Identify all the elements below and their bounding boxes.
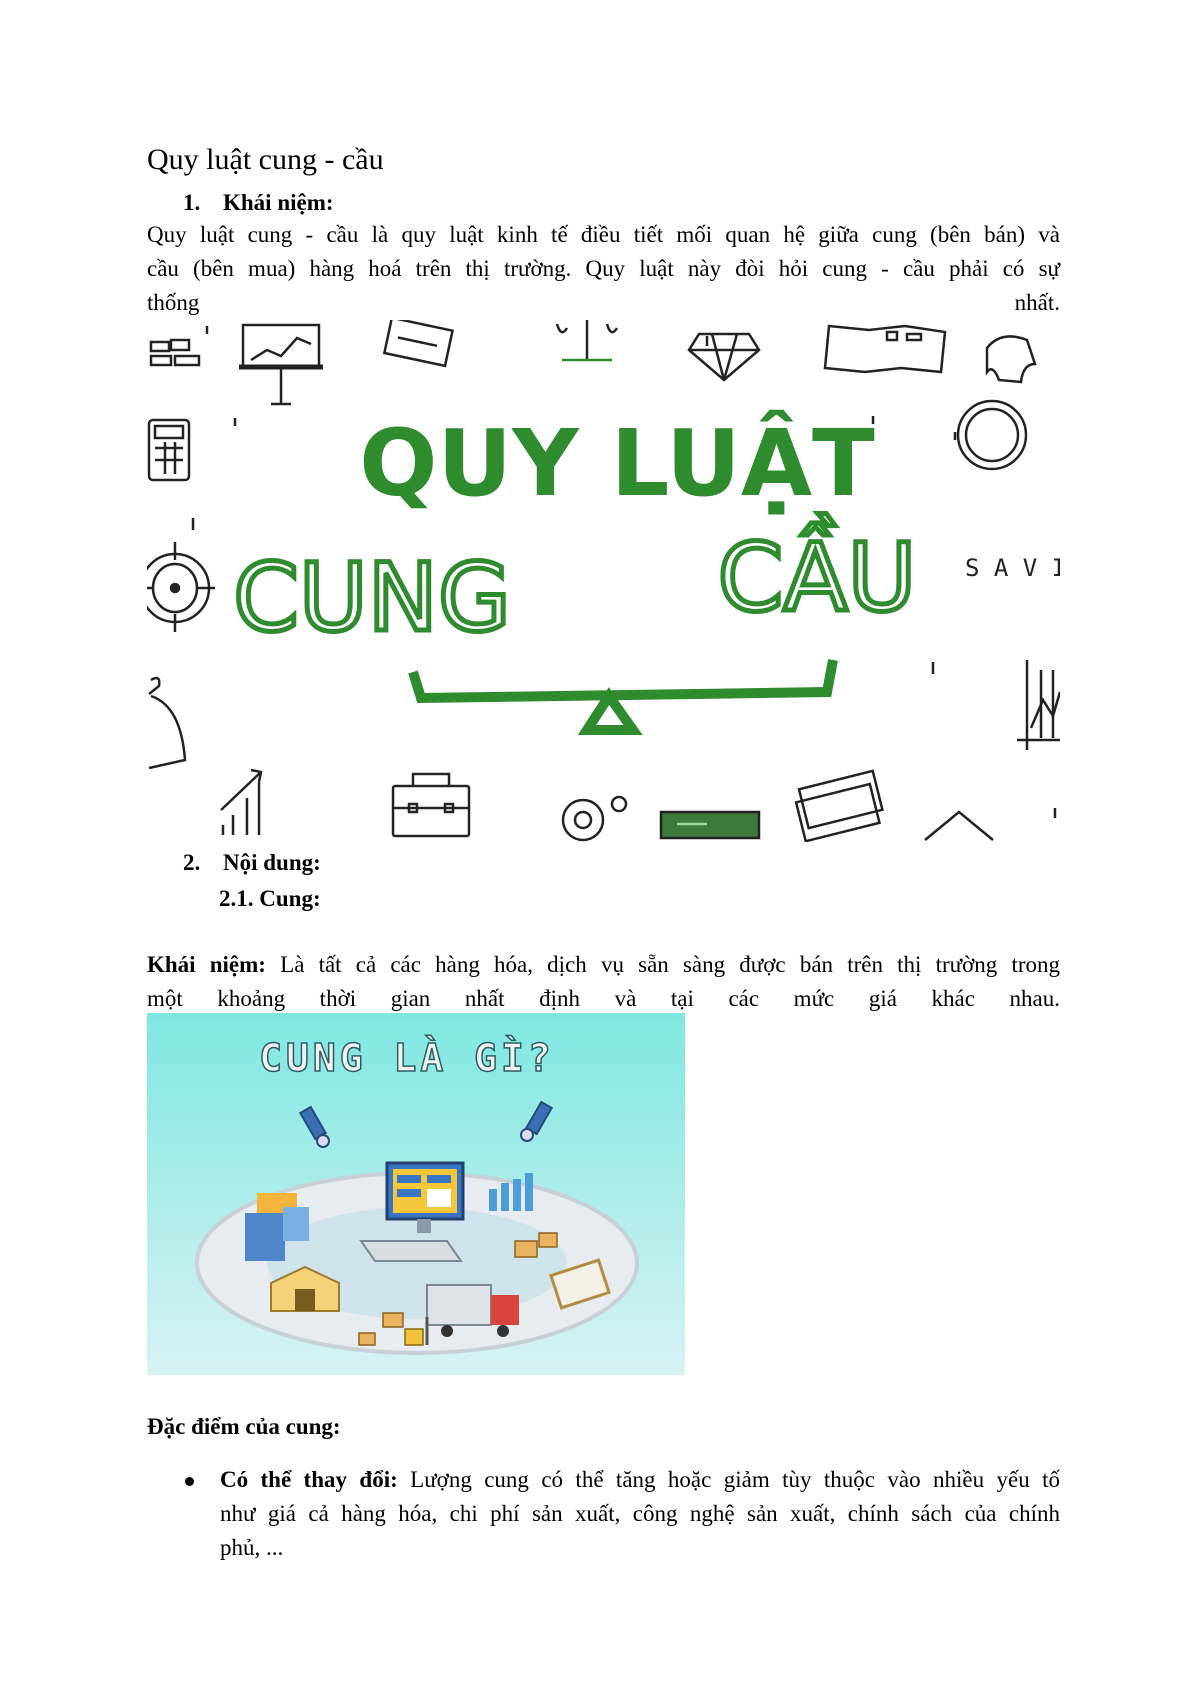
growth-bars-icon xyxy=(221,770,261,835)
feature-bullet xyxy=(185,1463,1060,1565)
brochure-icon xyxy=(825,326,945,372)
definition-line-1 xyxy=(147,948,1060,982)
page-title: Quy luật cung - cầu xyxy=(147,143,384,176)
bullet-line-2: như giá cả hàng hóa, chi phí sản xuất, công nghệ sản xuất, chính sách của chính xyxy=(220,1501,1060,1526)
target-icon xyxy=(147,542,215,632)
cung-svg xyxy=(147,1013,685,1375)
briefcase-icon xyxy=(393,774,469,836)
section-2-heading xyxy=(183,848,1060,878)
document-icon xyxy=(384,320,452,366)
bullet-text-1: Lượng cung có thể tăng hoặc giảm tùy thuộc vào nhiều yếu tố xyxy=(397,1467,1060,1492)
section-1-label: Khái niệm: xyxy=(223,190,334,215)
diamond-icon xyxy=(689,334,759,380)
definition-label: Khái niệm: xyxy=(147,952,266,977)
moneybag-icon xyxy=(149,678,185,768)
gold-bars-icon xyxy=(151,340,199,365)
dollar-coin-icon xyxy=(958,401,1026,469)
seesaw-icon xyxy=(413,660,833,730)
bullet-label: Có thể thay đổi: xyxy=(220,1467,398,1492)
money-stack-icon xyxy=(661,812,759,838)
features-heading: Đặc điểm của cung: xyxy=(147,1414,341,1439)
hero-cung-label: CUNG xyxy=(233,544,511,653)
intro-line-1: Quy luật cung - cầu là quy luật kinh tế điều tiết mối quan hệ giữa cung (bên bán) và xyxy=(147,222,1060,247)
map-icon xyxy=(987,336,1035,382)
section-1-number: 1. xyxy=(183,190,201,215)
definition-line-2: một khoảng thời gian nhất định và tại các mức giá khác nhau. xyxy=(147,986,1060,1011)
hero-corner-text: S A V I xyxy=(965,554,1060,582)
bullet-line-3: phủ, ... xyxy=(220,1535,284,1560)
hero-title: QUY LUẬT xyxy=(359,410,875,517)
cung-illustration xyxy=(147,1013,685,1375)
section-2-number: 2. xyxy=(183,850,201,875)
banknotes-icon xyxy=(793,771,885,841)
bullet-line-1 xyxy=(220,1463,1060,1497)
intro-line-3-start: thống xyxy=(147,290,200,315)
section-1-heading xyxy=(183,188,1060,218)
gear-icon xyxy=(563,797,626,840)
hero-illustration xyxy=(147,320,1060,842)
section-2-1-heading: 2.1. Cung: xyxy=(219,886,321,911)
cung-image-title: CUNG LÀ GÌ? xyxy=(259,1036,555,1080)
bullet-dot xyxy=(185,1477,194,1486)
balance-icon xyxy=(557,320,617,360)
presentation-chart-icon xyxy=(239,325,323,404)
document-body xyxy=(147,140,1060,320)
calculator-icon xyxy=(149,420,189,480)
intro-line-3-end: nhất. xyxy=(1014,290,1060,315)
section-2 xyxy=(147,848,1060,1016)
hero-cau-label: CẦU xyxy=(717,524,917,633)
intro-line-3 xyxy=(147,286,1060,320)
line-chart-icon xyxy=(1017,660,1060,750)
house-icon xyxy=(925,812,993,840)
definition-text-1: Là tất cả các hàng hóa, dịch vụ sẵn sàng được bán trên thị trường trong xyxy=(265,952,1061,977)
intro-line-2: cầu (bên mua) hàng hoá trên thị trường. Quy luật này đòi hỏi cung - cầu phải có sự xyxy=(147,256,1060,281)
section-2-label: Nội dung: xyxy=(223,850,321,875)
hero-svg xyxy=(147,320,1060,842)
